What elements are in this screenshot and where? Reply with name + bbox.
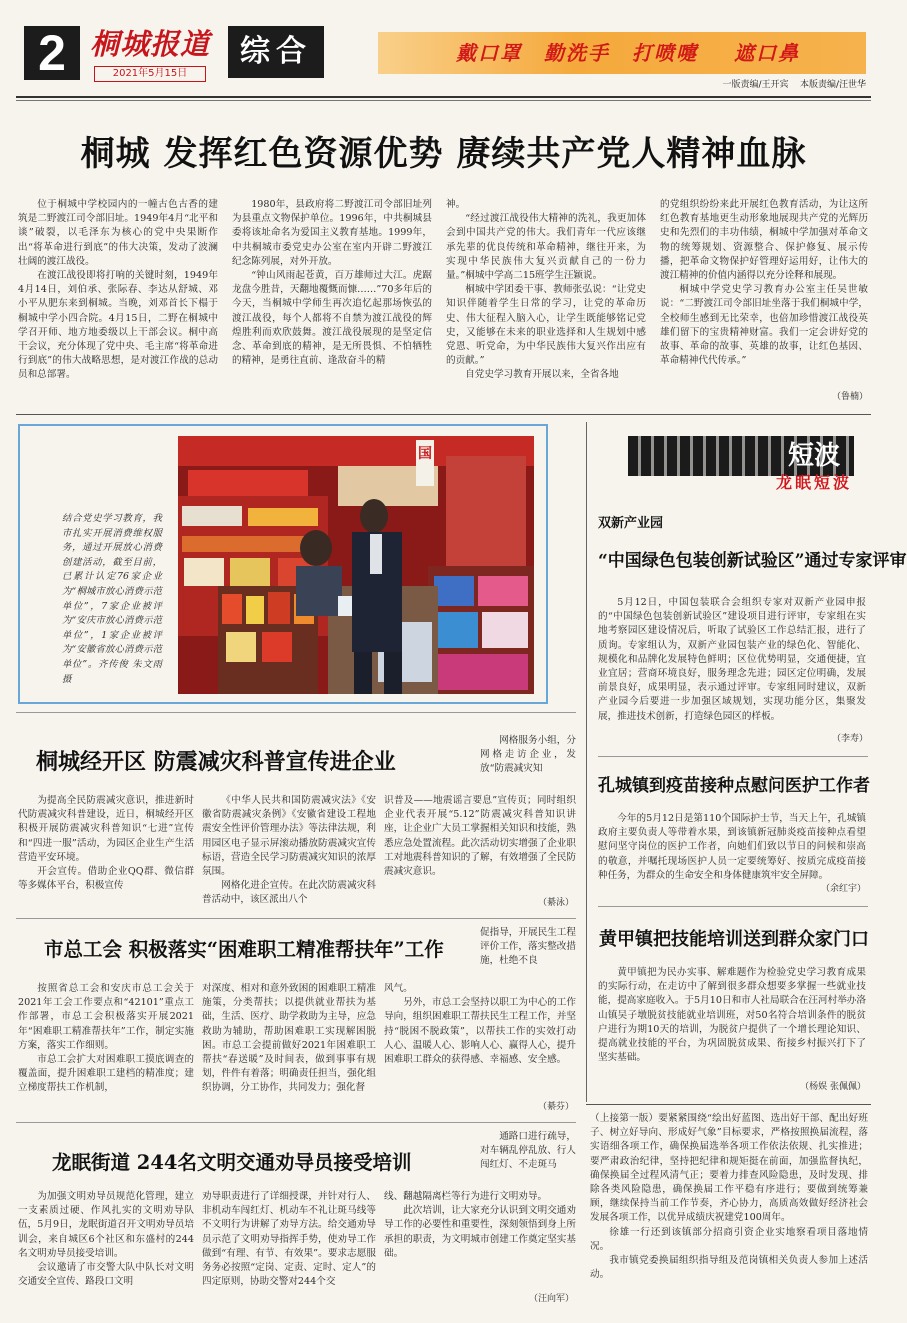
continued-paragraph: 我市镇党委换届组织指导组及范岗镇相关负责人参加上述活动。 [590,1255,868,1281]
lead-paragraph: 神。 [446,199,466,210]
sidebar-body [598,596,866,752]
sidebar-headline: 黄甲镇把技能培训送到群众家门口 [599,929,869,950]
slogan-item: 勤洗手 [544,41,610,65]
story2-paragraph: 风气。 [384,983,413,994]
lead-paragraph: 桐城中学团委干事、教师张弘说：“让党史知识伴随着学生日常的学习，让党的革命历史、伟大征程入脑入心，让学生既能够铭记党史，又能够在未来的职业选择和人生规划中感党恩、听党命，为中华民族伟大复兴作出应有的贡献。” [446,284,646,367]
lead-paragraph: 的党组织纷纷来此开展红色教育活动，为让这所红色教育基地更生动形象地展现共产党的光辉历史和先烈们的丰功伟绩，桐城中学加强对革命文物的统筹规划、资源整合、保护修复、展示传播，把革命文物保护好管理好运用好，让伟大的渡江精神的价值内涵得以充分诠释和展现。 [660,199,868,282]
story3-column-1 [18,1190,194,1308]
story1-column-3 [384,794,576,896]
lead-paragraph: 桐城中学党史学习教育办公室主任吴世敏说：“二野渡江司令部旧址坐落于我们桐城中学，全校师生感到无比荣幸，也倍加珍惜渡江战役英雄们留下的宝贵精神财富。我们一定会讲好党的故事、革命的故事、英雄的故事，让红色基因、革命精神代代传承。” [660,284,868,367]
slogan-item: 戴口罩 [456,41,522,65]
story2-paragraph: 按照省总工会和安庆市总工会关于2021年工会工作要点和“42101”重点工作部署，市总工会积极落实开展2021年“困难职工精准帮扶年”工作，制定实施方案，落实工作细则。 [18,983,194,1051]
story1-byline: （綦泳） [537,898,574,908]
photo-caption: 结合党史学习教育，我市扎实开展消费维权服务，通过开展放心消费创建活动，截至目前，已累计认定76家企业为“桐城市放心消费示范单位”，7家企业被评为“安庆市放心消费示范单位”，1家企业被评为“安徽省放心消费示范单位”。齐传俊 朱文雨 摄 [62,513,162,685]
story1-paragraph: 开会宣传。借助企业QQ群、微信群等多媒体平台，积极宣传 [18,866,194,892]
sidebar-paragraph: 今年的5月12日是第110个国际护士节，当天上午，孔城镇政府主要负责人等带着水果，到该镇新冠肺炎疫苗接种点看望慰问坚守岗位的医护工作者，向她们们致以节日的问候和崇高的敬意，并嘱托现场医护人员一定要统筹好、按质完成疫苗接种任务，为群众的生命安全和身体健康筑牢安全屏障。 [598,813,866,881]
issue-date: 2021年5月15日 [94,66,206,82]
story3-paragraph: 会议邀请了市交警大队中队长对文明交通安全宣传、路段口文明 [18,1262,194,1288]
lead-paragraph: “经过渡江战役伟大精神的洗礼，我更加体会到中国共产党的伟大。我们青年一代应该继承先辈的优良传统和革命精神，继往开来，为实现中华民族伟大复兴贡献自己的一份力量。”桐城中学高二15班学生汪颖说。 [446,213,646,282]
story1-paragraph: 识普及——地震谣言要息”宣传页；同时组织企业代表开展“5.12”防震减灾科普知识讲座，让企业广大员工掌握相关知识和技能，熟悉应急处置流程。此次活动切实增强了企业职工对地震科普知识的了解，有效增强了全民防震减灾意识。 [384,795,576,878]
story2-headline: 市总工会 积极落实“困难职工精准帮扶年”工作 [44,938,444,961]
section-divider [16,414,871,415]
lead-column-1 [18,198,218,404]
lead-column-3 [446,198,646,404]
story3-paragraph: 为加强文明劝导员规范化管理，建立一支素质过硬、作风扎实的文明劝导队伍，5月9日，龙眠街道召开文明劝导员培训会，来自城区6个社区和东盛村的244名文明劝导员接受培训。 [18,1191,194,1259]
story1-paragraph: 为提高全民防震减灾意识，推进新时代防震减灾科普建设，近日，桐城经开区积极开展防震减灾科普知识“七进”宣传和“四进一服”活动，为园区企业生产生活营造平安环境。 [18,795,194,863]
story3-column-3 [384,1190,576,1288]
continued-paragraph: 徐雄一行还到该镇部分招商引资企业实地察看项目落地情况。 [590,1226,868,1252]
story3-paragraph: 此次培训，让大家充分认识到文明交通劝导工作的必要性和重要性，深刻领悟到身上所承担的职责，为文明城市创建工作奠定坚实基础。 [384,1205,576,1259]
lead-column-2 [232,198,432,404]
story1-paragraph: 网格化进企宣传。在此次防震减灾科普活动中，该区派出八个 [202,880,376,906]
sidebar-byline: （杨娱 张佩佩） [800,1082,866,1092]
story2-column-3 [384,982,576,1086]
sidebar-divider [598,906,868,907]
paper-logo: 桐城报道 [90,27,211,61]
story1-paragraph: 网格服务小组，分网格走访企业，发放“防震减灾知 [480,735,576,775]
story1-headline: 桐城经开区 防震减灾科普宣传进企业 [36,749,396,775]
story1-column-2 [202,794,376,910]
section-divider [16,1122,576,1123]
lead-paragraph: 自党史学习教育开展以来，全省各地 [465,369,619,381]
story2-paragraph: 另外，市总工会坚持以职工为中心的工作导向，组织困难职工帮扶民生工程工作，并坚持“脱困不脱政策”，以帮扶工作的实效打动人心、温暖人心、影响人心、赢得人心，提升困难职工群众的获得感、幸福感、安全感。 [384,997,576,1066]
store-sign: 国 [418,446,432,462]
masthead-rule-thin [16,100,871,101]
story2-byline: （綦芬） [537,1102,574,1112]
story3-paragraph: 劝导职责进行了详细授课，并针对行人、非机动车闯红灯、机动车不礼让斑马线等不文明行为讲解了劝导方法。给交通劝导员示范了文明劝导指挥手势，使劝导工作做到“有理、有节、有效果”。要求志愿服务务必按照“定岗、定责、定时、定人”的四定原则，协助交警对244个交 [202,1191,376,1288]
editor-credits: 一版责编/王开宾 本版责编/汪世华 [722,80,866,90]
story1-paragraph: 《中华人民共和国防震减灾法》《安徽省防震减灾条例》《安徽省建设工程地震安全性评价管理办法》等法律法规，利用园区电子显示屏滚动播放防震减灾宣传标语，营造全民学习防震减灾知识的浓厚氛围。 [202,795,376,878]
sidebar-byline: （李寿） [831,734,868,744]
story2-column-2 [202,982,376,1100]
sidebar-paragraph: 黄甲镇把为民办实事、解难题作为检验党史学习教育成果的实际行动，在走访中了解到很多群众想要多掌握一些就业技能，提高家庭收入。于5月10日和市人社局联合在汪河村举办洛山镇吴子墩脱贫技能就业培训班，对50名符合培训条件的脱贫户进行为期10天的培训，为脱贫户提供了一个增长理论知识、提高就业技能的平台，为巩固脱贫成果、衔接乡村振兴打下了坚实基础。 [598,967,866,1064]
story3-column-2 [202,1190,376,1308]
masthead-rule [16,96,871,98]
lead-paragraph: “钟山风雨起苍黄，百万雄师过大江。虎踞龙盘今胜昔，天翻地覆慨而慷……”70多年后的今天，当桐城中学师生再次追忆起那场恢弘的渡江战役，每个人都将不自禁为渡江战役的辉煌胜利而欢欣鼓舞。渡江战役展现的是坚定信念、革命到底的精神，是无所畏惧、不怕牺牲的精神，是勇往直前、逢敌奋斗的精 [232,270,432,367]
story1-column-1 [18,794,194,910]
continued-column [590,1112,868,1308]
banner-title-top: 短波 [787,441,840,471]
lead-paragraph: 在渡江战役即将打响的关键时刻，1949年4月14日，刘伯承、张际春、李达从舒城、邓小平从肥东来到桐城。当晚，刘邓首长下榻于桐城中学小四合院。4月15日，二野在桐城中学召开师、地方地委级以上干部会议。桐中高干会议，充分体现了党中央、毛主席“将革命进行到底”的伟大战略思想，是对渡江作战的总动员和总部署。 [18,270,218,381]
banner-title: 龙眠短波 [775,473,852,492]
section-title: 综合 [240,34,312,69]
page-number-box: 2 [24,26,80,80]
story2-column-3-top [480,926,576,978]
lead-byline: （鲁楠） [831,392,868,402]
story2-paragraph: 促指导，开展民生工程评价工作，落实整改措施，杜绝不良 [480,927,576,967]
store-photo [178,436,534,694]
lead-paragraph: 1980年，县政府将二野渡江司令部旧址列为县重点文物保护单位。1996年，中共桐城县委将该址命名为爱国主义教育基地。1999年，中共桐城市委党史办公室在室内开辟二野渡江纪念陈列展，对外开放。 [232,199,432,267]
story3-paragraph: 线、翻越隔离栏等行为进行文明劝导。 [384,1191,548,1202]
story2-paragraph: 市总工会扩大对困难职工摸底调查的覆盖面，提升困难职工建档的精准度；建立梯度帮扶工作机制， [18,1054,194,1094]
story3-paragraph: 通路口进行疏导，对车辆乱停乱放、行人闯红灯、不走斑马 [480,1131,576,1171]
lead-headline: 桐城 发挥红色资源优势 赓续共产党人精神血脉 [80,134,807,174]
slogan-item: 打喷嚏 [632,41,698,65]
sidebar-headline: “中国绿色包装创新试验区”通过专家评审 [598,551,907,571]
continued-paragraph: （上接第一版）要紧紧围绕“绘出好蓝图、选出好干部、配出好班子、树立好导向、形成好气象”目标要求，严格按照换届流程，落实语细各项工作，确保换届选举各项工作依法依规、扎实推进；要严肃政治纪律，坚持把纪律和规矩挺在前面，加强监督执纪，确保换届全过程风清气正；要着力排查风险隐患，及时发现、排除各类风险隐患，确保换届工作平稳有序进行；要做到统筹兼顾，继续保持当前工作节奏，齐心协力，高质高效做好经济社会发展各项工作，以优异成绩庆祝建党100周年。 [590,1113,868,1224]
slogan-item: 遮口鼻 [734,41,800,65]
sidebar-rule [586,422,587,1102]
sidebar-headline: 孔城镇到疫苗接种点慰问医护工作者 [598,776,870,796]
section-divider [16,918,576,919]
store-photo-image [178,436,534,694]
sidebar-kicker: 双新产业园 [598,516,664,531]
sidebar-byline: （余红宇） [820,884,866,894]
story3-byline: （汪向军） [528,1294,574,1304]
story1-column-3-top [480,734,576,792]
story2-column-1 [18,982,194,1100]
story3-column-3-top [480,1130,576,1186]
section-divider [586,1104,871,1105]
sidebar-divider [598,756,868,757]
lead-column-4 [660,198,868,392]
masthead [16,18,871,98]
sidebar-paragraph: 5月12日，中国包装联合会组织专家对双新产业园申报的“中国绿色包装创新试验区”建设项目进行评审，专家组在实地考察园区建设情况后，听取了试验区工作总结汇报，进行了质询。专家组认为，双新产业园包装产业的绿色化、智能化、规模化和品牌化发展特色鲜明；区位优势明显，交通便捷，宜业宜居；营商环境良好，服务理念先进；园区定位明确，发展前景良好，成果明显，表示通过评审。专家组同时建议，双新产业园今后要进一步加强区域规划，实现功能分区，集聚发展，推进技术创新，打造绿色园区的样板。 [598,597,866,722]
lead-paragraph: 位于桐城中学校园内的一幢古色古香的建筑是二野渡江司令部旧址。1949年4月“北平和谈”破裂，以毛泽东为核心的党中央果断作出“将革命进行到底”的伟大决策，发动了波澜壮阔的渡江战役。 [18,199,218,267]
sidebar-banner [600,426,868,498]
story3-headline: 龙眠街道 244名文明交通劝导员接受培训 [52,1151,412,1174]
sidebar-body [598,966,866,1080]
section-divider [16,712,576,713]
story2-paragraph: 对深度、相对和意外致困的困难职工精准施策，分类帮扶；以提供就业帮扶为基础，生活、医疗、助学救助为主导，应急救助为辅助，帮助困难职工实现解困脱困。市总工会提前做好2021年困难职工帮扶“春送暖”及时间表，做到事事有规划，件件有着落；明确责任担当，强化组织协调，分工协作，共同发力；强化督 [202,983,376,1094]
